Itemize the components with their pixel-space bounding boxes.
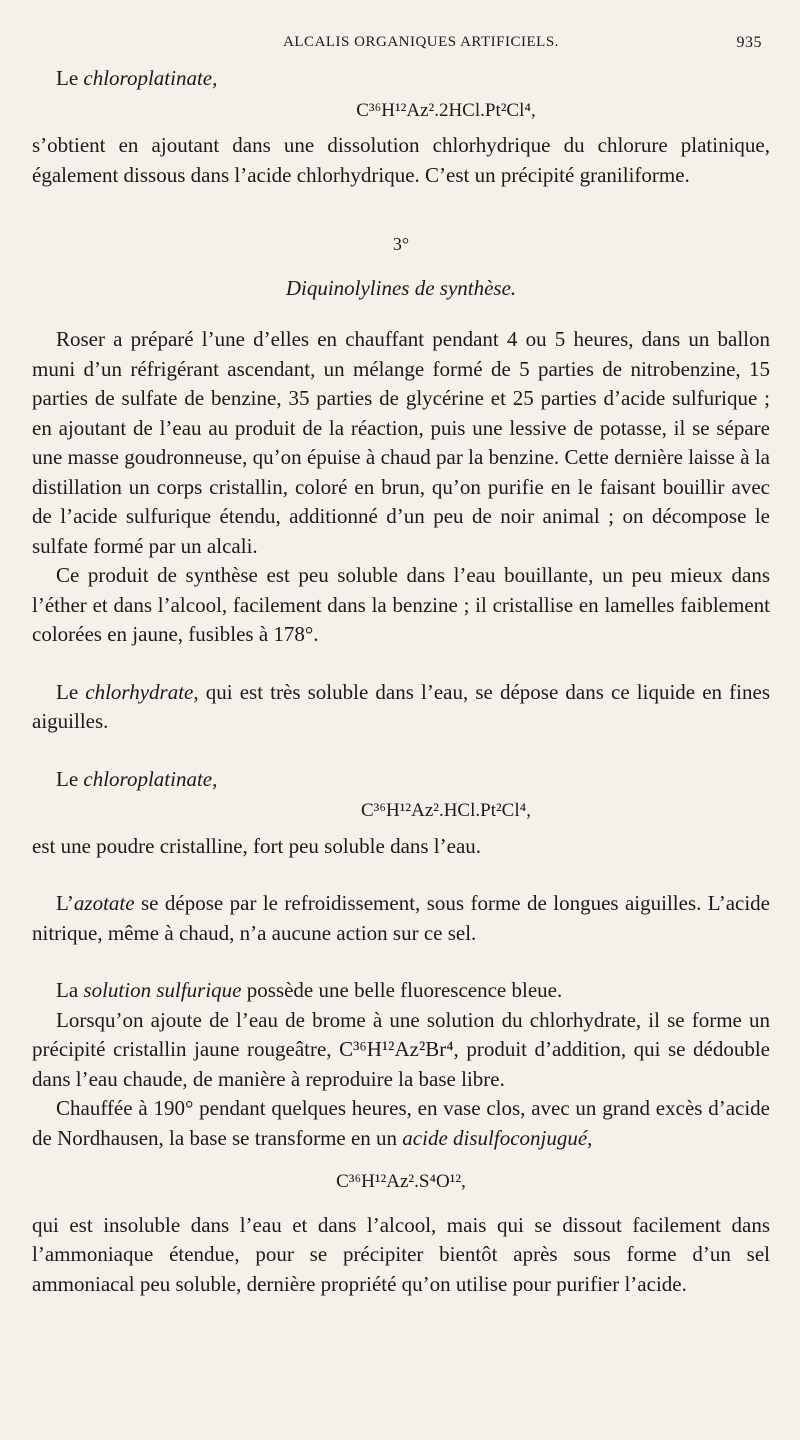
chloroplatinate-2-text: est une poudre cristalline, fort peu soluble dans l’eau.: [32, 833, 482, 858]
running-title: ALCALIS ORGANIQUES ARTIFICIELS.: [283, 34, 559, 50]
term-chloroplatinate: chloroplatinate,: [83, 66, 218, 90]
running-head: [32, 28, 770, 56]
term-chlorhydrate: chlorhydrate,: [85, 679, 199, 704]
chlorhydrate-text: qui est très soluble dans l’eau, se dépose dans ce liquide en fines aiguilles.: [32, 679, 771, 733]
chauffee-text: Chauffée à 190° pendant quelques heures, en vase clos, avec un grand excès d’acide de Nordhausen, la base se transforme en un: [32, 1096, 770, 1150]
formula-chloroplatinate-2: C³⁶H¹²Az².HCl.Pt²Cl⁴,: [361, 800, 531, 821]
paragraph-azotate: [32, 889, 770, 948]
lead-text: La: [56, 978, 84, 1002]
section-number: 3°: [392, 234, 410, 254]
paragraph-roser: Roser a préparé l’une d’elles en chauffant pendant 4 ou 5 heures, dans un ballon muni d’un réfrigérant ascendant, un mélange formé de 5 parties de nitrobenzine, 15 parties de sulfate de benzine, 35 parties de glycérine et 25 parties d’acide sulfurique ; en ajoutant de l’eau au produit de la réaction, puis une lessive de potasse, il se sépare une masse goudronneuse, qu’on épuise à chaud par la benzine. Cette dernière laisse à la distillation un corps cristallin, coloré en brun, qu’on purifie en le faisant bouillir avec de l’acide sulfurique étendu, additionné d’un peu de noir animal ; on décompose le sulfate formé par un alcali.: [32, 327, 770, 558]
paragraph-solution: [32, 976, 770, 1006]
azotate-text: se dépose par le refroidissement, sous forme de longues aiguilles. L’acide nitrique, même à chaud, n’a aucune action sur ce sel.: [32, 891, 770, 945]
term-acide-disulfoconjugue: acide disulfoconjugué,: [402, 1125, 593, 1150]
paragraph-brome: Lorsqu’on ajoute de l’eau de brome à une solution du chlorhydrate, il se forme un précipité cristallin jaune rougeâtre, C³⁶H¹²Az²Br⁴, produit d’addition, qui se dédouble dans l’eau chaude, de manière à reproduire la base libre.: [32, 1007, 770, 1091]
paragraph-chloroplatinate-2: [32, 765, 770, 795]
term-solution-sulfurique: solution sulfurique: [83, 978, 242, 1002]
term-chloroplatinate-2: chloroplatinate,: [83, 766, 218, 791]
formula-disulfo: C³⁶H¹²Az².S⁴O¹²,: [336, 1171, 466, 1192]
formula-chloroplatinate: C³⁶H¹²Az².2HCl.Pt²Cl⁴,: [356, 99, 536, 121]
paragraph-chlorhydrate: [32, 678, 770, 737]
section-title: Diquinolylines de synthèse.: [285, 275, 517, 300]
lead-text: Le: [56, 679, 86, 704]
paragraph-final: qui est insoluble dans l’eau et dans l’alcool, mais qui se dissout facilement dans l’ammoniaque étendue, pour se précipiter bientôt après sous forme d’un sel ammoniacal peu soluble, dernière propriété qu’on utilise pour purifier l’acide.: [32, 1212, 770, 1296]
lead-text: L’: [56, 891, 74, 915]
page-body: [32, 64, 770, 1299]
chloroplatinate-intro: [32, 64, 770, 94]
paragraph-produit: Ce produit de synthèse est peu soluble dans l’eau bouillante, un peu mieux dans l’éther et dans l’alcool, facilement dans la benzine ; il cristallise en lamelles faiblement colorées en jaune, fusibles à 178°.: [32, 563, 770, 646]
lead-text: Le: [56, 66, 84, 90]
term-azotate: azotate: [73, 891, 135, 915]
solution-text: possède une belle fluorescence bleue.: [241, 978, 563, 1002]
page-number: 935: [736, 34, 762, 51]
paragraph-chauffee: [32, 1094, 770, 1153]
lead-text: Le: [56, 766, 84, 791]
chloroplatinate-text: s’obtient en ajoutant dans une dissolution chlorhydrique du chlorure platinique, également dissous dans l’acide chlorhydrique. C’est un précipité graniliforme.: [32, 133, 770, 187]
